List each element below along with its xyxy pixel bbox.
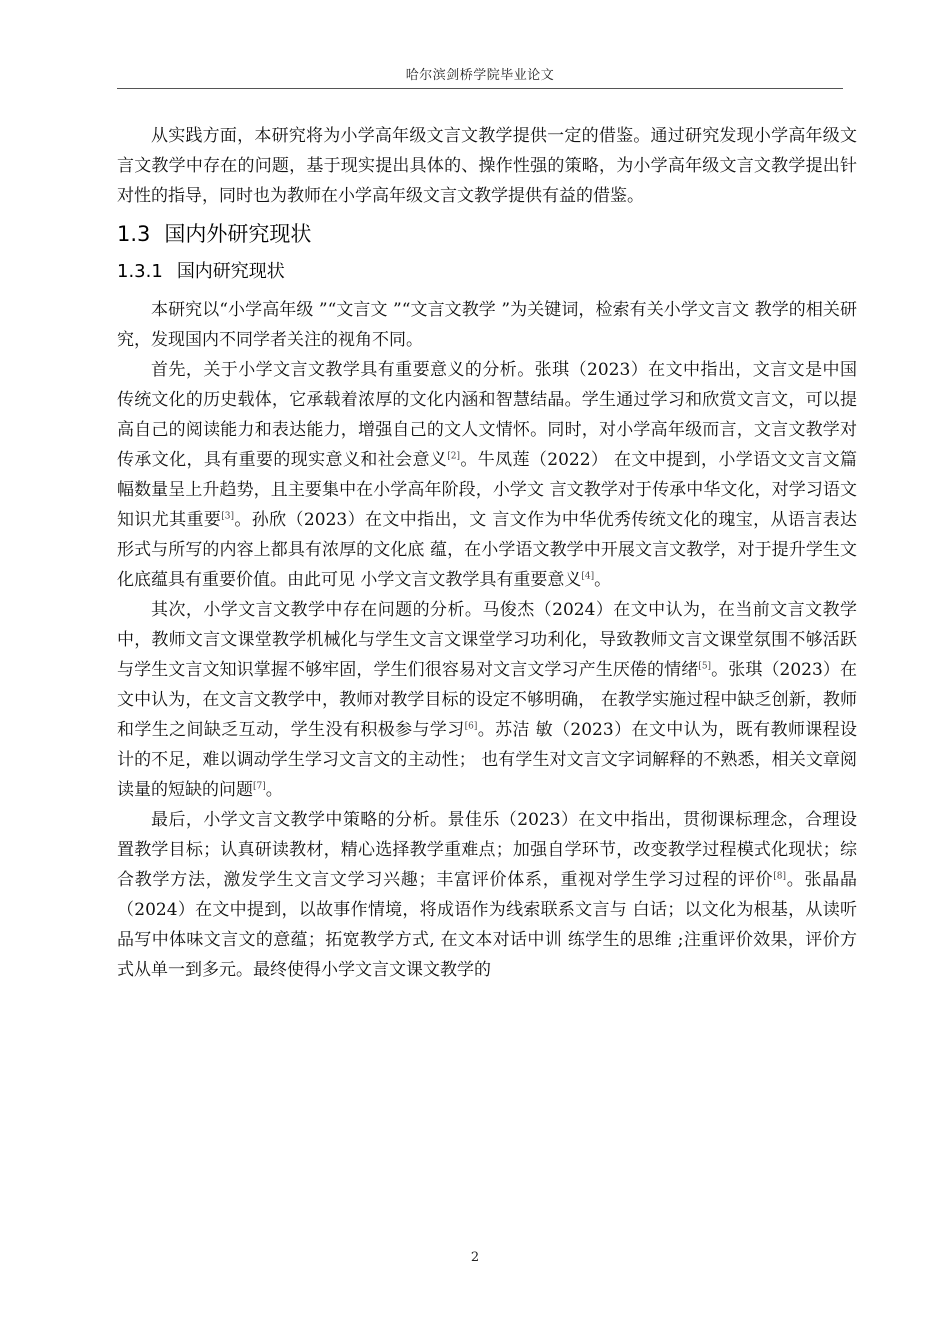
significance-text-2: 。牛凤莲（2022） 在文中提到，小学语文文言文篇幅数量呈上升趋势，且主要集中在小学高年阶段，小学文 言文教学对于传承中华文化，对学习语文知识尤其重要 bbox=[117, 450, 857, 530]
running-header: 哈尔滨剑桥学院毕业论文 bbox=[405, 68, 555, 83]
significance-text-4: 。 bbox=[594, 570, 612, 590]
problems-paragraph bbox=[117, 595, 857, 805]
page-body bbox=[117, 121, 857, 985]
citation-8: [8] bbox=[773, 871, 787, 882]
significance-text-1: 首先，关于小学文言文教学具有重要意义的分析。张琪（2023）在文中指出，文言文是中国传统文化的历史载体，它承载着浓厚的文化内涵和智慧结晶。学生通过学习和欣赏文言文，可以提高自己的阅读能力和表达能力，增强自己的文人文情怀。同时，对小学高年级而言，文言文教学对传承文化，具有重要的现实意义和社会意义 bbox=[117, 360, 857, 470]
problems-text-4: 。 bbox=[265, 780, 283, 800]
problems-text-2: 。张琪（2023）在文中认为，在文言文教学中，教师对教学目标的设定不够明确， 在教学实施过程中缺乏创新，教师和学生之间缺乏互动，学生没有积极参与学习 bbox=[117, 660, 858, 740]
subsection-title: 国内研究现状 bbox=[176, 261, 285, 282]
citation-4: [4] bbox=[581, 571, 595, 582]
page-number: 2 bbox=[470, 1250, 480, 1265]
section-number: 1.3 bbox=[117, 222, 151, 246]
citation-6: [6] bbox=[464, 721, 478, 732]
citation-2: [2] bbox=[447, 451, 460, 462]
problems-text-1: 其次，小学文言文教学中存在问题的分析。马俊杰（2024）在文中认为，在当前文言文教学中，教师文言文课堂教学机械化与学生文言文课堂学习功利化，导致教师文言文课堂氛围不够活跃与学生文言文知识掌握不够牢固，学生们很容易对文言文学习产生厌倦的情绪 bbox=[117, 600, 857, 680]
intro-paragraph: 从实践方面，本研究将为小学高年级文言文教学提供一定的借鉴。通过研究发现小学高年级文言文教学中存在的问题，基于现实提出具体的、操作性强的策略，为小学高年级文言文教学提出针对性的指导，同时也为教师在小学高年级文言文教学提供有益的借鉴。 bbox=[117, 126, 857, 206]
keywords-paragraph: 本研究以“小学高年级 ”“文言文 ”“文言文教学 ”为关键词，检索有关小学文言文 教学的相关研究，发现国内不同学者关注的视角不同。 bbox=[117, 300, 857, 350]
subsection-number: 1.3.1 bbox=[117, 261, 163, 282]
section-heading bbox=[117, 217, 857, 251]
significance-text-3: 。孙欣（2023）在文中指出，文 言文作为中华优秀传统文化的瑰宝，从语言表达形式与所写的内容上都具有浓厚的文化底 蕴，在小学语文教学中开展文言文教学，对于提升学生文化底蕴具有重要价值。由此可见 小学文言文教学具有重要意义 bbox=[117, 510, 857, 590]
citation-5: [5] bbox=[698, 661, 712, 672]
significance-paragraph bbox=[117, 355, 857, 595]
problems-text-3: 。苏洁 敏（2023）在文中认为，既有教师课程设计的不足，难以调动学生学习文言文的主动性； 也有学生对文言文字词解释的不熟悉，相关文章阅读量的短缺的问题 bbox=[117, 720, 858, 800]
subsection-heading bbox=[117, 255, 857, 289]
header-divider bbox=[117, 88, 843, 89]
section-title: 国内外研究现状 bbox=[164, 222, 312, 246]
strategies-text-2: 。张晶晶（2024）在文中提到，以故事作情境，将成语作为线索联系文言与 白话；以文化为根基，从读听品写中体味文言文的意蕴；拓宽教学方式, 在文本对话中训 练学生的思维 ;注重评价效果，评价方式从单一到多元。最终使得小学文言文课文教学的 bbox=[117, 870, 857, 980]
citation-3: [3] bbox=[221, 511, 235, 522]
strategies-paragraph bbox=[117, 805, 857, 985]
strategies-text-1: 最后，小学文言文教学中策略的分析。景佳乐（2023）在文中指出，贯彻课标理念，合理设置教学目标；认真研读教材，精心选择教学重难点；加强自学环节，改变教学过程模式化现状；综合教学方法，激发学生文言文学习兴趣；丰富评价体系，重视对学生学习过程的评价 bbox=[117, 810, 857, 890]
citation-7: [7] bbox=[253, 781, 266, 792]
